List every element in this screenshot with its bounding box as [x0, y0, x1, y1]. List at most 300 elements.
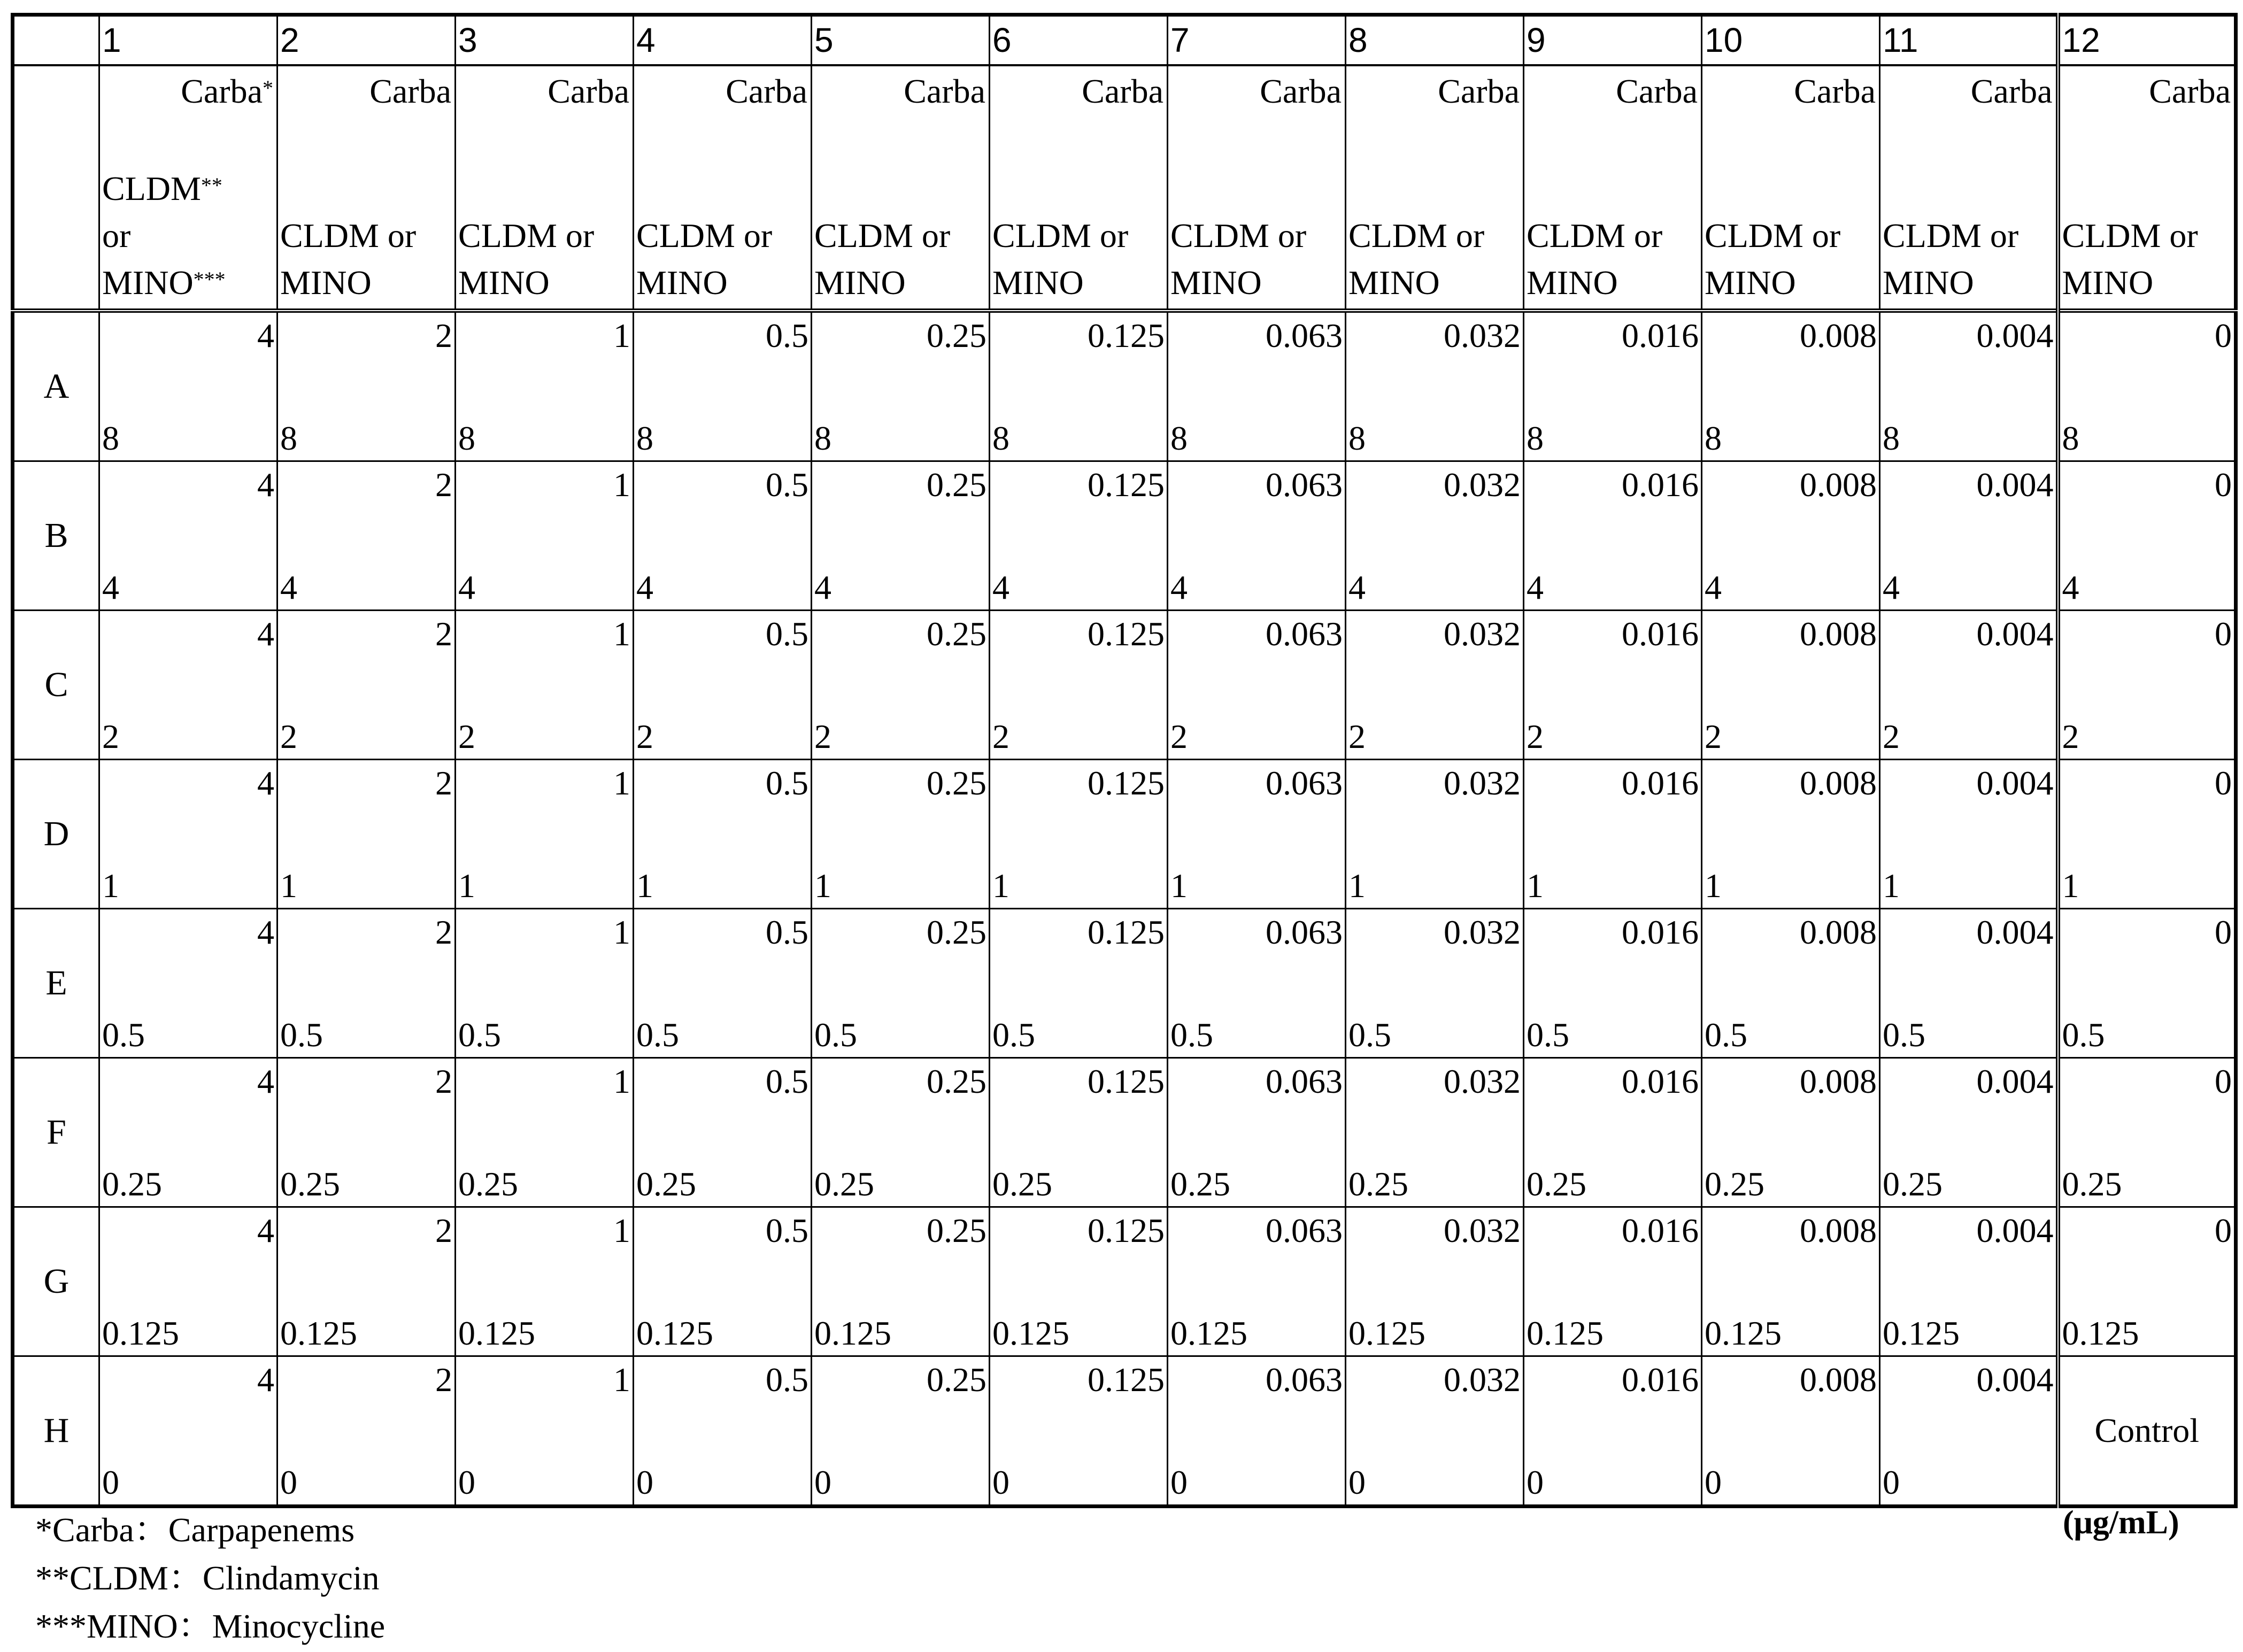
unit-label: (μg/mL)	[2063, 1504, 2179, 1541]
cldm-mino-concentration: 1	[814, 867, 831, 905]
cldm-mino-concentration: 2	[458, 717, 475, 755]
cldm-mino-concentration: 4	[2062, 568, 2079, 606]
cldm-mino-concentration: 0.25	[1348, 1165, 1408, 1203]
column-number: 7	[1170, 21, 1190, 59]
column-header-cell	[634, 15, 812, 66]
column-header-cell	[456, 15, 634, 66]
cldm-mino-concentration: 4	[102, 568, 119, 606]
carba-label	[181, 71, 273, 112]
well-cell	[2058, 1356, 2236, 1507]
carba-concentration: 0.004	[1976, 1062, 2054, 1100]
cldm-mino-concentration: 0.5	[814, 1016, 857, 1054]
well-cell	[812, 311, 990, 461]
carba-concentration: 0.008	[1800, 1062, 1877, 1100]
cldm-mino-concentration: 8	[2062, 419, 2079, 457]
plate-grid	[11, 13, 2238, 1508]
cldm-mino-concentration: 0.125	[458, 1314, 535, 1352]
cldm-mino-concentration: 0.5	[1705, 1016, 1747, 1054]
well-cell	[1702, 909, 1880, 1058]
well-cell	[99, 760, 278, 909]
plate-row	[13, 311, 2236, 461]
mino-line: MINO	[1527, 264, 1618, 302]
column-number: 4	[636, 21, 656, 59]
row-label: D	[43, 814, 70, 853]
cldm-mino-concentration: 0.5	[102, 1016, 145, 1054]
well-cell	[1702, 1058, 1880, 1207]
well-cell	[990, 461, 1168, 611]
cldm-mino-concentration: 0	[280, 1463, 297, 1501]
row-label-cell	[13, 611, 99, 760]
well-cell	[1524, 461, 1702, 611]
well-cell	[1524, 611, 1702, 760]
column-number: 11	[1883, 21, 1918, 59]
well-cell	[1702, 1356, 1880, 1507]
well-cell	[456, 909, 634, 1058]
carba-concentration: 0.25	[927, 1361, 986, 1399]
cldm-mino-concentration: 2	[2062, 717, 2079, 755]
carba-label	[1082, 71, 1163, 112]
cldm-or-line: CLDM or	[1527, 217, 1663, 254]
footnote-cldm: **CLDM：Clindamycin	[35, 1559, 380, 1597]
carba-concentration: 0.063	[1266, 1062, 1343, 1100]
well-cell	[1880, 461, 2058, 611]
cldm-or-line: CLDM or	[1883, 217, 2019, 254]
cldm-mino-concentration: 0.25	[458, 1165, 518, 1203]
well-cell	[456, 611, 634, 760]
plate-row	[13, 909, 2236, 1058]
carba-text: Carba	[1794, 72, 1876, 110]
well-cell	[1880, 909, 2058, 1058]
cldm-or-line: CLDM or	[1705, 217, 1841, 254]
carba-concentration: 0	[2215, 1062, 2232, 1100]
column-number: 5	[814, 21, 834, 59]
cldm-mino-label	[280, 212, 416, 306]
row-label-cell	[13, 1356, 99, 1507]
drug-header-cell	[634, 65, 812, 311]
cldm-mino-concentration: 0.125	[992, 1314, 1069, 1352]
cldm-mino-concentration: 0.125	[1170, 1314, 1247, 1352]
carba-concentration: 0.016	[1622, 1361, 1699, 1399]
cldm-mino-concentration: 4	[992, 568, 1009, 606]
carba-concentration: 0.5	[766, 1062, 808, 1100]
mino-line: MINO	[2062, 264, 2154, 302]
carba-concentration: 4	[257, 615, 274, 653]
drug-header-cell	[99, 65, 278, 311]
carba-concentration: 1	[613, 615, 630, 653]
carba-text: Carba	[726, 72, 807, 110]
column-header-cell	[1880, 15, 2058, 66]
carba-concentration: 0.008	[1800, 466, 1877, 504]
carba-concentration: 4	[257, 764, 274, 802]
well-cell	[1524, 311, 1702, 461]
drug-header-cell	[1524, 65, 1702, 311]
well-cell	[456, 760, 634, 909]
cldm-mino-concentration: 0.125	[814, 1314, 891, 1352]
row-label-cell	[13, 909, 99, 1058]
cldm-mino-concentration: 0.5	[458, 1016, 501, 1054]
carba-text: Carba	[1970, 72, 2053, 110]
cldm-mino-concentration: 2	[1883, 717, 1900, 755]
well-cell	[812, 909, 990, 1058]
well-cell	[1346, 311, 1524, 461]
carba-concentration: 0.25	[927, 913, 986, 951]
cldm-or-line: CLDM or	[280, 217, 417, 254]
carba-concentration: 0.008	[1800, 1211, 1877, 1249]
well-cell	[990, 760, 1168, 909]
well-cell	[1880, 311, 2058, 461]
carba-concentration: 0.125	[1088, 1062, 1165, 1100]
cldm-mino-concentration: 1	[2062, 867, 2079, 905]
cldm-mino-label	[992, 212, 1128, 306]
cldm-mino-concentration: 0.125	[636, 1314, 713, 1352]
well-cell	[812, 760, 990, 909]
well-cell	[278, 311, 456, 461]
carba-concentration: 0.004	[1976, 615, 2054, 653]
carba-text: Carba	[1260, 72, 1342, 110]
carba-concentration: 4	[257, 316, 274, 354]
well-cell	[634, 1207, 812, 1356]
carba-concentration: 0.125	[1088, 615, 1165, 653]
carba-concentration: 0.008	[1800, 1361, 1877, 1399]
carba-concentration: 0.004	[1976, 466, 2054, 504]
carba-text: Carba	[181, 72, 263, 110]
well-cell	[1880, 760, 2058, 909]
carba-concentration: 1	[613, 316, 630, 354]
carba-concentration: 1	[613, 1211, 630, 1249]
row-label: H	[43, 1411, 70, 1450]
cldm-mino-concentration: 0.125	[280, 1314, 357, 1352]
carba-concentration: 1	[613, 466, 630, 504]
column-header-cell	[99, 15, 278, 66]
carba-concentration: 0.016	[1622, 1211, 1699, 1249]
carba-concentration: 0.5	[766, 913, 808, 951]
well-cell	[1168, 311, 1346, 461]
cldm-mino-concentration: 0	[992, 1463, 1009, 1501]
cldm-mino-concentration: 4	[280, 568, 297, 606]
carba-concentration: 0.004	[1976, 913, 2054, 951]
well-cell	[456, 311, 634, 461]
carba-concentration: 0.5	[766, 764, 808, 802]
carba-concentration: 0.004	[1976, 316, 2054, 354]
cldm-mino-concentration: 8	[458, 419, 475, 457]
cldm-mino-concentration: 0	[1705, 1463, 1722, 1501]
cldm-text: CLDM	[102, 169, 201, 207]
footnote-mark: **	[201, 173, 222, 197]
carba-concentration: 1	[613, 764, 630, 802]
well-cell	[2058, 760, 2236, 909]
cldm-or-line: CLDM or	[1348, 217, 1485, 254]
column-header-cell	[1702, 15, 1880, 66]
well-cell	[812, 1058, 990, 1207]
well-cell	[1702, 461, 1880, 611]
well-cell	[99, 909, 278, 1058]
cldm-mino-concentration: 4	[1883, 568, 1900, 606]
carba-concentration: 4	[257, 466, 274, 504]
carba-concentration: 0.008	[1800, 764, 1877, 802]
well-cell	[812, 611, 990, 760]
drug-header-cell	[1346, 65, 1524, 311]
carba-concentration: 0.016	[1622, 615, 1699, 653]
cldm-mino-concentration: 0	[458, 1463, 475, 1501]
well-cell	[278, 611, 456, 760]
cldm-mino-concentration: 1	[102, 867, 119, 905]
cldm-mino-concentration: 0	[1883, 1463, 1900, 1501]
cldm-mino-concentration: 4	[1348, 568, 1366, 606]
row-label-cell	[13, 1207, 99, 1356]
carba-concentration: 0.063	[1266, 615, 1343, 653]
cldm-mino-concentration: 2	[280, 717, 297, 755]
column-header-cell	[2058, 15, 2236, 66]
carba-concentration: 0.25	[927, 316, 986, 354]
cldm-mino-concentration: 0	[1170, 1463, 1188, 1501]
column-number: 2	[280, 21, 299, 59]
column-header-cell	[1346, 15, 1524, 66]
cldm-mino-concentration: 0.5	[1883, 1016, 1925, 1054]
carba-concentration: 0	[2215, 466, 2232, 504]
mino-line: MINO	[1705, 264, 1796, 302]
cldm-mino-concentration: 1	[1705, 867, 1722, 905]
carba-concentration: 0.125	[1088, 1211, 1165, 1249]
cldm-mino-concentration: 0.25	[1527, 1165, 1586, 1203]
cldm-mino-concentration: 0.125	[1348, 1314, 1425, 1352]
well-cell	[278, 1356, 456, 1507]
well-cell	[990, 311, 1168, 461]
carba-concentration: 0.5	[766, 615, 808, 653]
carba-concentration: 0.25	[927, 764, 986, 802]
footnote-mino: ***MINO：Minocycline	[35, 1607, 386, 1645]
cldm-mino-concentration: 2	[814, 717, 831, 755]
cldm-mino-concentration: 0.25	[1883, 1165, 1943, 1203]
carba-concentration: 0.25	[927, 466, 986, 504]
plate-row	[13, 461, 2236, 611]
well-cell	[634, 760, 812, 909]
carba-concentration: 0.25	[927, 1062, 986, 1100]
carba-label	[2149, 71, 2231, 112]
carba-concentration: 2	[435, 316, 452, 354]
cldm-mino-concentration: 0.125	[2062, 1314, 2139, 1352]
carba-text: Carba	[1438, 72, 1520, 110]
mino-text: MINO	[102, 264, 194, 302]
cldm-mino-concentration: 1	[1527, 867, 1544, 905]
well-cell	[1346, 611, 1524, 760]
carba-concentration: 1	[613, 913, 630, 951]
carba-concentration: 0.125	[1088, 764, 1165, 802]
cldm-mino-concentration: 0.25	[992, 1165, 1052, 1203]
well-cell	[1702, 760, 1880, 909]
well-cell	[1880, 1207, 2058, 1356]
cldm-mino-concentration: 0.25	[280, 1165, 340, 1203]
carba-concentration: 2	[435, 615, 452, 653]
row-label-header-cell	[13, 65, 99, 311]
well-cell	[990, 1356, 1168, 1507]
well-cell	[1880, 1356, 2058, 1507]
row-label: B	[44, 516, 68, 555]
carba-concentration: 2	[435, 1062, 452, 1100]
carba-concentration: 0.008	[1800, 913, 1877, 951]
mino-line: MINO	[1170, 264, 1262, 302]
cldm-mino-label	[1527, 212, 1662, 306]
cldm-or-line: CLDM or	[636, 217, 773, 254]
cldm-mino-concentration: 0.125	[1705, 1314, 1782, 1352]
well-cell	[990, 1058, 1168, 1207]
carba-concentration: 0.125	[1088, 466, 1165, 504]
mino-line	[102, 259, 226, 306]
cldm-mino-concentration: 1	[280, 867, 297, 905]
drug-header-cell	[278, 65, 456, 311]
cldm-mino-concentration: 8	[1883, 419, 1900, 457]
footnote-mark: ***	[193, 267, 226, 291]
carba-concentration: 0.125	[1088, 1361, 1165, 1399]
carba-label	[369, 71, 451, 112]
carba-concentration: 0.004	[1976, 1211, 2054, 1249]
cldm-mino-label	[1170, 212, 1306, 306]
cldm-mino-concentration: 0.125	[1883, 1314, 1960, 1352]
well-cell	[278, 1207, 456, 1356]
cldm-mino-concentration: 1	[458, 867, 475, 905]
well-cell	[99, 611, 278, 760]
well-cell	[2058, 311, 2236, 461]
cldm-mino-concentration: 4	[814, 568, 831, 606]
carba-concentration: 0.032	[1444, 1361, 1521, 1399]
column-number: 8	[1348, 21, 1368, 59]
cldm-or-line: CLDM or	[814, 217, 951, 254]
row-label: C	[44, 665, 68, 704]
carba-concentration: 4	[257, 1361, 274, 1399]
cldm-mino-concentration: 8	[992, 419, 1009, 457]
carba-concentration: 0.25	[927, 1211, 986, 1249]
row-label-cell	[13, 760, 99, 909]
well-cell	[634, 1356, 812, 1507]
cldm-mino-concentration: 0.25	[636, 1165, 696, 1203]
column-header-cell	[278, 15, 456, 66]
mino-line: MINO	[1883, 264, 1974, 302]
row-label: F	[47, 1113, 66, 1152]
column-number: 9	[1527, 21, 1546, 59]
control-label: Control	[2094, 1411, 2200, 1449]
column-number: 10	[1705, 21, 1743, 59]
cldm-line	[102, 165, 226, 212]
cldm-mino-concentration: 0.25	[814, 1165, 874, 1203]
cldm-mino-concentration: 2	[636, 717, 653, 755]
carba-concentration: 0.063	[1266, 1361, 1343, 1399]
carba-label	[1794, 71, 1876, 112]
well-cell	[1168, 1207, 1346, 1356]
cldm-mino-concentration: 0.125	[1527, 1314, 1604, 1352]
well-cell	[278, 461, 456, 611]
carba-concentration: 0.004	[1976, 1361, 2054, 1399]
cldm-or-line: CLDM or	[1170, 217, 1307, 254]
well-cell	[2058, 1058, 2236, 1207]
well-cell	[99, 1356, 278, 1507]
row-label-cell	[13, 311, 99, 461]
cldm-mino-label	[1348, 212, 1484, 306]
carba-concentration: 0.032	[1444, 316, 1521, 354]
carba-concentration: 2	[435, 1211, 452, 1249]
carba-concentration: 0.032	[1444, 1062, 1521, 1100]
well-cell	[1880, 611, 2058, 760]
well-cell	[1524, 1356, 1702, 1507]
carba-concentration: 0.008	[1800, 615, 1877, 653]
carba-concentration: 0.008	[1800, 316, 1877, 354]
row-label-cell	[13, 461, 99, 611]
plate-row	[13, 760, 2236, 909]
cldm-mino-concentration: 0.5	[1527, 1016, 1569, 1054]
carba-concentration: 2	[435, 1361, 452, 1399]
well-cell	[1346, 760, 1524, 909]
row-label: E	[45, 963, 67, 1002]
cldm-mino-concentration: 0.25	[1170, 1165, 1230, 1203]
cldm-mino-label	[1705, 212, 1840, 306]
cldm-mino-concentration: 4	[1705, 568, 1722, 606]
carba-text: Carba	[1082, 72, 1163, 110]
mino-line: MINO	[280, 264, 372, 302]
carba-label	[904, 71, 985, 112]
cldm-mino-concentration: 2	[1170, 717, 1188, 755]
well-cell	[1168, 1058, 1346, 1207]
carba-concentration: 0.125	[1088, 913, 1165, 951]
carba-concentration: 0.016	[1622, 764, 1699, 802]
cldm-mino-concentration: 4	[1527, 568, 1544, 606]
cldm-mino-concentration: 2	[102, 717, 119, 755]
cldm-mino-concentration: 0.125	[102, 1314, 179, 1352]
well-cell	[99, 311, 278, 461]
carba-concentration: 0.063	[1266, 1211, 1343, 1249]
well-cell	[2058, 1207, 2236, 1356]
cldm-mino-label	[814, 212, 950, 306]
well-cell	[1524, 909, 1702, 1058]
cldm-mino-concentration: 8	[636, 419, 653, 457]
carba-label	[726, 71, 807, 112]
column-number: 6	[992, 21, 1012, 59]
cldm-mino-concentration: 0	[102, 1463, 119, 1501]
drug-header-cell	[1168, 65, 1346, 311]
cldm-or-line: CLDM or	[992, 217, 1129, 254]
cldm-mino-concentration: 8	[1527, 419, 1544, 457]
well-cell	[1168, 611, 1346, 760]
carba-concentration: 4	[257, 1062, 274, 1100]
carba-label	[1260, 71, 1342, 112]
carba-concentration: 4	[257, 1211, 274, 1249]
well-cell	[1524, 1207, 1702, 1356]
carba-concentration: 0.032	[1444, 764, 1521, 802]
carba-concentration: 0.5	[766, 316, 808, 354]
well-cell	[278, 909, 456, 1058]
cldm-mino-concentration: 1	[1348, 867, 1366, 905]
plate-row	[13, 1058, 2236, 1207]
plate-row	[13, 1207, 2236, 1356]
carba-concentration: 0	[2215, 913, 2232, 951]
carba-label	[1438, 71, 1520, 112]
cldm-mino-concentration: 8	[814, 419, 831, 457]
cldm-mino-concentration: 4	[458, 568, 475, 606]
plate-row	[13, 611, 2236, 760]
cldm-mino-label	[458, 212, 594, 306]
well-cell	[2058, 611, 2236, 760]
cldm-mino-concentration: 2	[992, 717, 1009, 755]
cldm-mino-concentration: 2	[1348, 717, 1366, 755]
cldm-mino-concentration: 0.5	[280, 1016, 323, 1054]
well-cell	[1168, 909, 1346, 1058]
carba-concentration: 0.016	[1622, 316, 1699, 354]
well-cell	[1524, 760, 1702, 909]
column-number: 1	[102, 21, 121, 59]
column-header-cell	[1168, 15, 1346, 66]
cldm-mino-concentration: 4	[636, 568, 653, 606]
well-cell	[1168, 461, 1346, 611]
cldm-mino-label	[2062, 212, 2198, 306]
cldm-or-line: CLDM or	[2062, 217, 2198, 254]
cldm-mino-concentration: 1	[1170, 867, 1188, 905]
